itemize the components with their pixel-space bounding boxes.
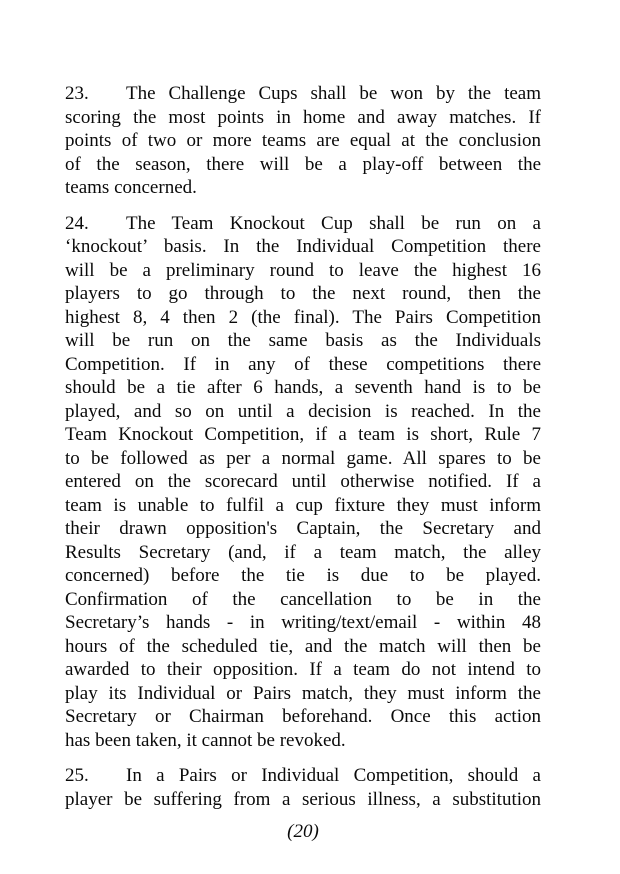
text-line: hours of the scheduled tie, and the match will then be [65,635,541,657]
text-line: Secretary’s hands - in writing/text/email - within 48 [65,612,541,633]
paragraph-number: 25. [65,765,89,786]
text-line: Competition. If in any of these competitions there [65,353,541,375]
paragraph-number: 24. [65,212,89,234]
text-line: Secretary or Chairman beforehand. Once this action [65,706,541,727]
text-line: 25. In a Pairs or Individual Competition, should a [65,765,541,786]
rule-paragraph [65,82,541,200]
text-line: will be run on the same basis as the Individuals [65,330,541,351]
text-line: played, and so on until a decision is reached. In the [65,400,541,422]
text-line: has been taken, it cannot be revoked. [65,729,346,751]
rule-paragraph [65,212,541,753]
text-line: their drawn opposition's Captain, the Secretary and [65,518,541,539]
text-line: team is unable to fulfil a cup fixture they must inform [65,494,541,516]
text-line: will be a preliminary round to leave the highest 16 [65,259,541,281]
paragraph-number: 23. [65,83,89,104]
text-line: should be a tie after 6 hands, a seventh hand is to be [65,377,541,398]
text-line: Confirmation of the cancellation to be in the [65,588,541,610]
text-line: awarded to their opposition. If a team do not intend to [65,659,541,680]
text-line: scoring the most points in home and away matches. If [65,106,541,128]
text-line: to be followed as per a normal game. All spares to be [65,447,541,469]
text-line: teams concerned. [65,177,197,198]
text-line: 24. The Team Knockout Cup shall be run on a [65,212,541,234]
text-line: concerned) before the tie is due to be played. [65,565,541,586]
text-line: highest 8, 4 then 2 (the final). The Pairs Competition [65,306,541,328]
text-line: Team Knockout Competition, if a team is short, Rule 7 [65,424,541,445]
text-line: 23. The Challenge Cups shall be won by the team [65,83,541,104]
text-line: of the season, there will be a play-off between the [65,153,541,175]
text-line: Results Secretary (and, if a team match, the alley [65,541,541,563]
text-line: player be suffering from a serious illness, a substitution [65,788,541,810]
rule-paragraph [65,764,541,811]
page-content [65,82,541,823]
text-line: entered on the scorecard until otherwise notified. If a [65,471,541,492]
text-line: ‘knockout’ basis. In the Individual Competition there [65,236,541,257]
page-number: (20) [287,821,319,842]
text-line: players to go through to the next round, then the [65,283,541,304]
text-line: points of two or more teams are equal at the conclusion [65,130,541,151]
text-line: play its Individual or Pairs match, they must inform the [65,682,541,704]
